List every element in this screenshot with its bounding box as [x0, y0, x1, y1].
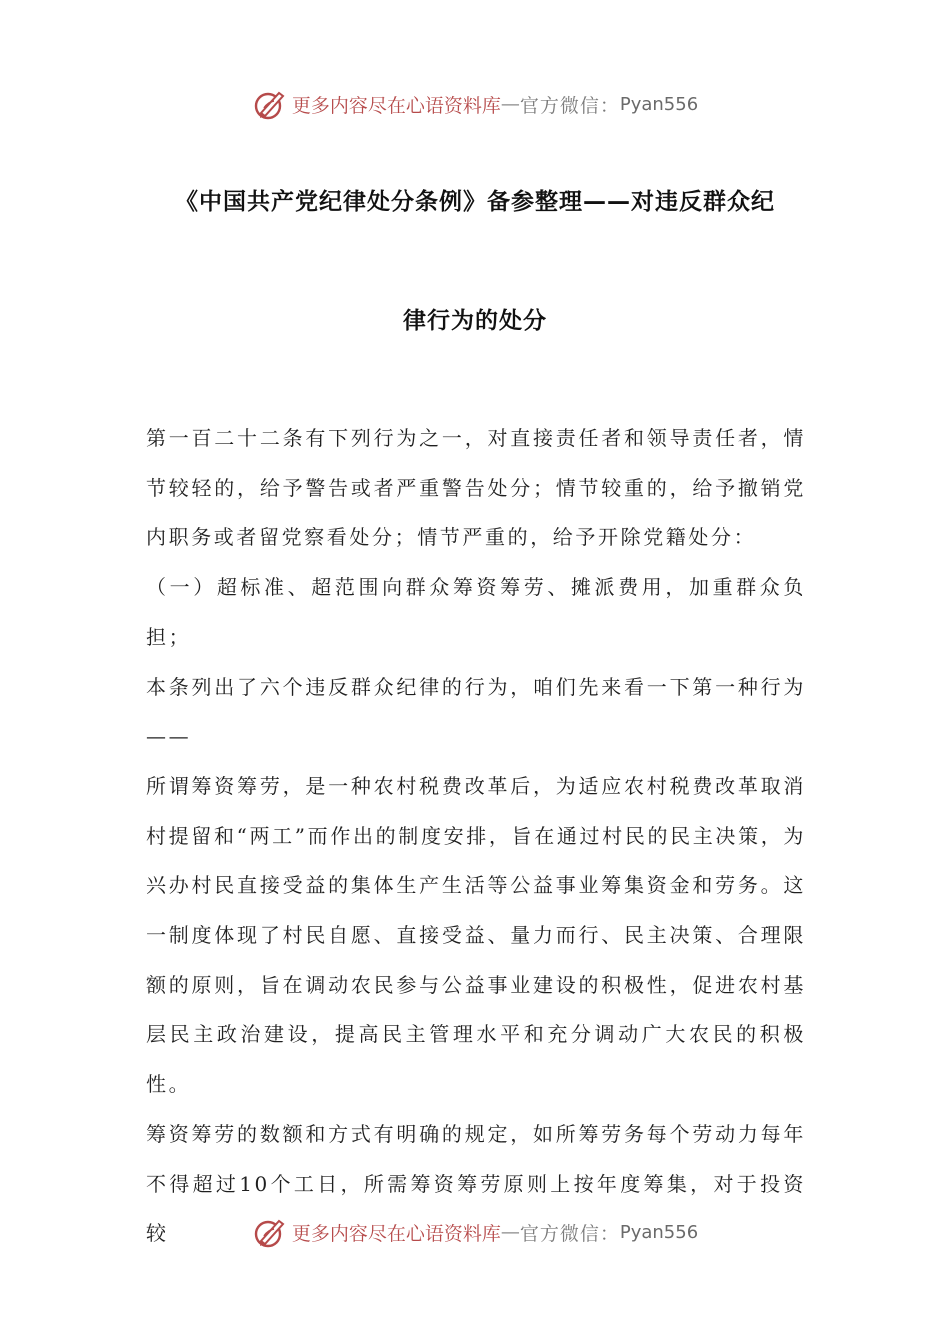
paragraph-intro: 本条列出了六个违反群众纪律的行为，咱们先来看一下第一种行为—— — [146, 674, 806, 749]
document-title-line2: 律行为的处分 — [403, 308, 547, 334]
paragraph-limits: 筹资筹劳的数额和方式有明确的规定，如所筹劳务每个劳动力每年不得超过10个工日，所需筹资筹劳原则上按年度筹集，对于投资较 — [146, 1121, 806, 1246]
footer-watermark — [0, 1212, 950, 1252]
paragraph-item-1: （一）超标准、超范围向群众筹资筹劳、摊派费用，加重群众负担； — [146, 575, 806, 649]
pen-logo-icon — [252, 1214, 288, 1250]
watermark-site: 更多内容尽在心语资料库 — [291, 94, 501, 117]
header-watermark — [0, 84, 950, 124]
watermark-official: 官方微信： — [519, 94, 620, 117]
watermark-separator: — — [500, 1221, 520, 1243]
watermark-wechat-id: Pyan556 — [619, 93, 699, 115]
watermark-separator: — — [500, 93, 520, 115]
paragraph-definition: 所谓筹资筹劳，是一种农村税费改革后，为适应农村税费改革取消村提留和“两工”而作出的制度安排，旨在通过村民的民主决策，为兴办村民直接受益的集体生产生活等公益事业筹集资金和劳务。这一制度体现了村民自愿、直接受益、量力而行、民主决策、合理限额的原则，旨在调动农民参与公益事业建设的积极性，促进农村基层民主政治建设，提高民主管理水平和充分调动广大农民的积极性。 — [146, 773, 806, 1097]
watermark-wechat-id: Pyan556 — [619, 1221, 699, 1243]
document-body — [146, 414, 806, 1259]
paragraph-article-122: 第一百二十二条有下列行为之一，对直接责任者和领导责任者，情节较轻的，给予警告或者严重警告处分；情节较重的，给予撤销党内职务或者留党察看处分；情节严重的，给予开除党籍处分： — [146, 426, 806, 550]
watermark-site: 更多内容尽在心语资料库 — [291, 1222, 501, 1245]
document-title-line1: 《中国共产党纪律处分条例》备参整理——对违反群众纪 — [175, 189, 775, 215]
watermark-official: 官方微信： — [519, 1222, 620, 1245]
pen-logo-icon — [252, 86, 288, 122]
